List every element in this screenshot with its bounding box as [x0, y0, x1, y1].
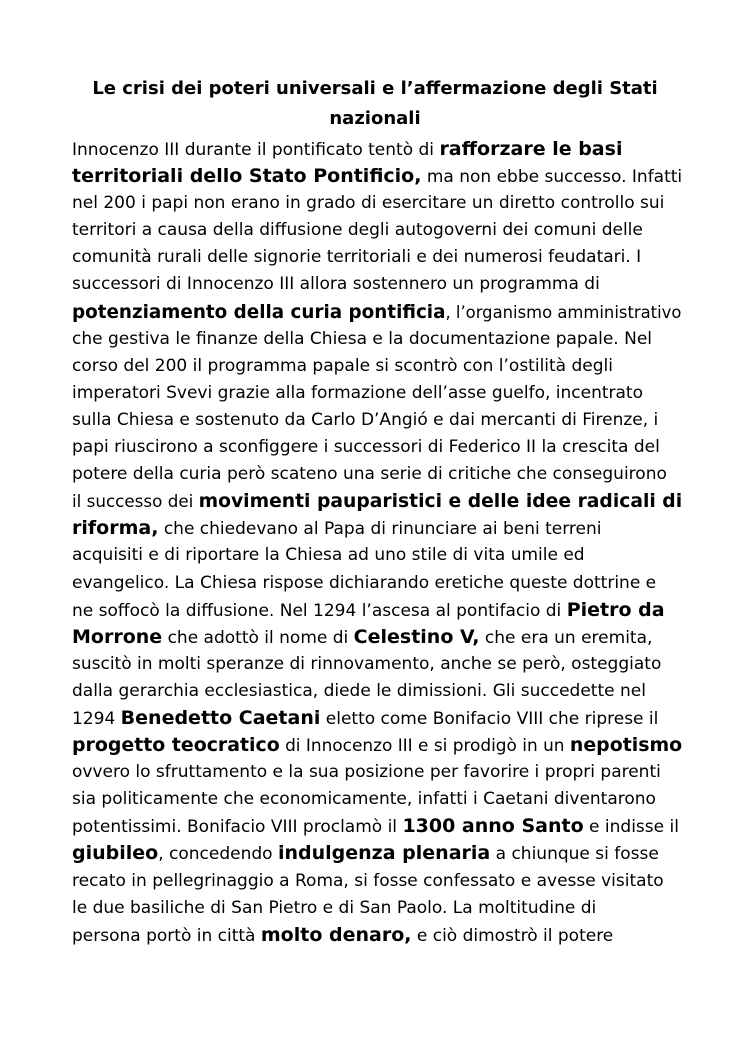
- text-line: [72, 705, 682, 732]
- text-line: [72, 434, 682, 461]
- document-title: Le crisi dei poteri universali e l’affermazione degli Stati nazionali: [92, 78, 658, 129]
- bold-phrase: Pietro da: [566, 598, 665, 621]
- text-line: [72, 759, 682, 786]
- bold-phrase: 1300 anno Santo: [402, 815, 584, 838]
- text-line: [72, 136, 682, 163]
- text-run: papi riuscirono a sconfiggere i successori di Federico II la crescita del: [72, 437, 660, 458]
- text-run: suscitò in molti speranze di rinnovamento, anche se però, osteggiato: [72, 653, 662, 674]
- text-run: il successo dei: [72, 492, 199, 513]
- text-line: [72, 488, 683, 515]
- text-run: dalla gerarchia ecclesiastica, diede le dimissioni. Gli succedette nel: [72, 680, 646, 701]
- text-run: a chiunque si fosse: [490, 844, 659, 865]
- text-run: ovvero lo sfruttamento e la sua posizione per favorire i propri parenti: [72, 762, 661, 783]
- text-run: , concedendo: [158, 844, 278, 865]
- text-line: [72, 163, 682, 190]
- text-run: persona portò in città: [72, 925, 261, 946]
- text-line: [72, 651, 682, 678]
- text-run: potentissimi. Bonifacio VIII proclamò il: [72, 817, 403, 838]
- bold-phrase: movimenti pauparistici e delle idee radicali di: [198, 490, 683, 513]
- text-line: [72, 597, 682, 624]
- text-line: [72, 515, 682, 542]
- text-line: [72, 922, 682, 949]
- text-line: [72, 271, 682, 298]
- text-line: [72, 678, 682, 705]
- bold-phrase: progetto teocratico: [72, 734, 280, 757]
- text-run: le due basiliche di San Pietro e di San Paolo. La moltitudine di: [72, 897, 597, 918]
- text-run: evangelico. La Chiesa rispose dichiarando eretiche queste dottrine e: [72, 572, 657, 593]
- text-run: sia politicamente che economicamente, infatti i Caetani diventarono: [72, 789, 656, 810]
- text-run: che adottò il nome di: [162, 627, 354, 648]
- text-line: [72, 353, 682, 380]
- text-line: [72, 299, 682, 326]
- bold-phrase: rafforzare le basi: [439, 138, 623, 160]
- text-line: [72, 813, 682, 840]
- text-run: territori a causa della diffusione degli autogoverni dei comuni delle: [72, 220, 643, 241]
- bold-phrase: giubileo: [72, 842, 159, 865]
- text-run: che chiedevano al Papa di rinunciare ai beni terreni: [158, 519, 602, 540]
- text-line: [72, 868, 682, 895]
- text-run: , l’organismo amministrativo: [445, 302, 682, 323]
- text-line: [72, 244, 682, 271]
- text-run: 1294: [72, 708, 121, 729]
- bold-phrase: molto denaro,: [260, 923, 412, 946]
- text-run: successori di Innocenzo III allora sostennero un programma di: [72, 274, 600, 295]
- text-run: sulla Chiesa e sostenuto da Carlo D’Angió e dai mercanti di Firenze, i: [72, 409, 659, 430]
- text-line: [72, 840, 682, 867]
- bold-phrase: Benedetto Caetani: [120, 706, 321, 729]
- text-run: di Innocenzo III e si prodigò in un: [279, 736, 570, 757]
- text-line: [72, 732, 683, 759]
- text-run: che era un eremita,: [479, 627, 653, 648]
- text-line: [72, 895, 682, 922]
- bold-phrase: riforma,: [72, 517, 159, 540]
- text-run: e ciò dimostrò il potere: [411, 925, 614, 946]
- body-text: [72, 136, 682, 949]
- text-line: [72, 190, 682, 217]
- bold-phrase: potenziamento della curia pontificia: [72, 300, 446, 323]
- text-run: comunità rurali delle signorie territoriali e dei numerosi feudatari. I: [72, 247, 642, 268]
- text-run: imperatori Svevi grazie alla formazione dell’asse guelfo, incentrato: [72, 382, 644, 403]
- text-run: Innocenzo III durante il pontificato tentò di: [72, 140, 440, 160]
- text-line: [72, 542, 682, 569]
- text-run: recato in pellegrinaggio a Roma, si fosse confessato e avesse visitato: [72, 870, 664, 891]
- bold-phrase: Celestino V,: [353, 625, 480, 648]
- text-run: ma non ebbe successo. Infatti: [421, 167, 683, 188]
- text-run: e indisse il: [583, 817, 679, 838]
- text-run: eletto come Bonifacio VIII che riprese il: [320, 708, 659, 729]
- text-line: [72, 624, 682, 651]
- text-run: ne soffocò la diffusione. Nel 1294 l’ascesa al pontifacio di: [72, 600, 567, 621]
- text-run: che gestiva le finanze della Chiesa e la documentazione papale. Nel: [72, 328, 653, 349]
- bold-phrase: indulgenza plenaria: [277, 842, 491, 865]
- text-line: [72, 326, 682, 353]
- text-line: [72, 786, 682, 813]
- bold-phrase: territoriali dello Stato Pontificio,: [72, 165, 422, 188]
- text-run: corso del 200 il programma papale si scontrò con l’ostilità degli: [72, 355, 613, 376]
- text-line: [72, 570, 682, 597]
- bold-phrase: Morrone: [72, 625, 163, 648]
- text-line: [72, 380, 682, 407]
- text-run: acquisiti e di riportare la Chiesa ad uno stile di vita umile ed: [72, 545, 585, 566]
- bold-phrase: nepotismo: [569, 734, 683, 757]
- text-line: [72, 217, 682, 244]
- text-run: nel 200 i papi non erano in grado di esercitare un diretto controllo sui: [72, 193, 665, 214]
- text-line: [72, 461, 682, 488]
- text-line: [72, 407, 682, 434]
- text-run: potere della curia però scateno una serie di critiche che conseguirono: [72, 464, 667, 485]
